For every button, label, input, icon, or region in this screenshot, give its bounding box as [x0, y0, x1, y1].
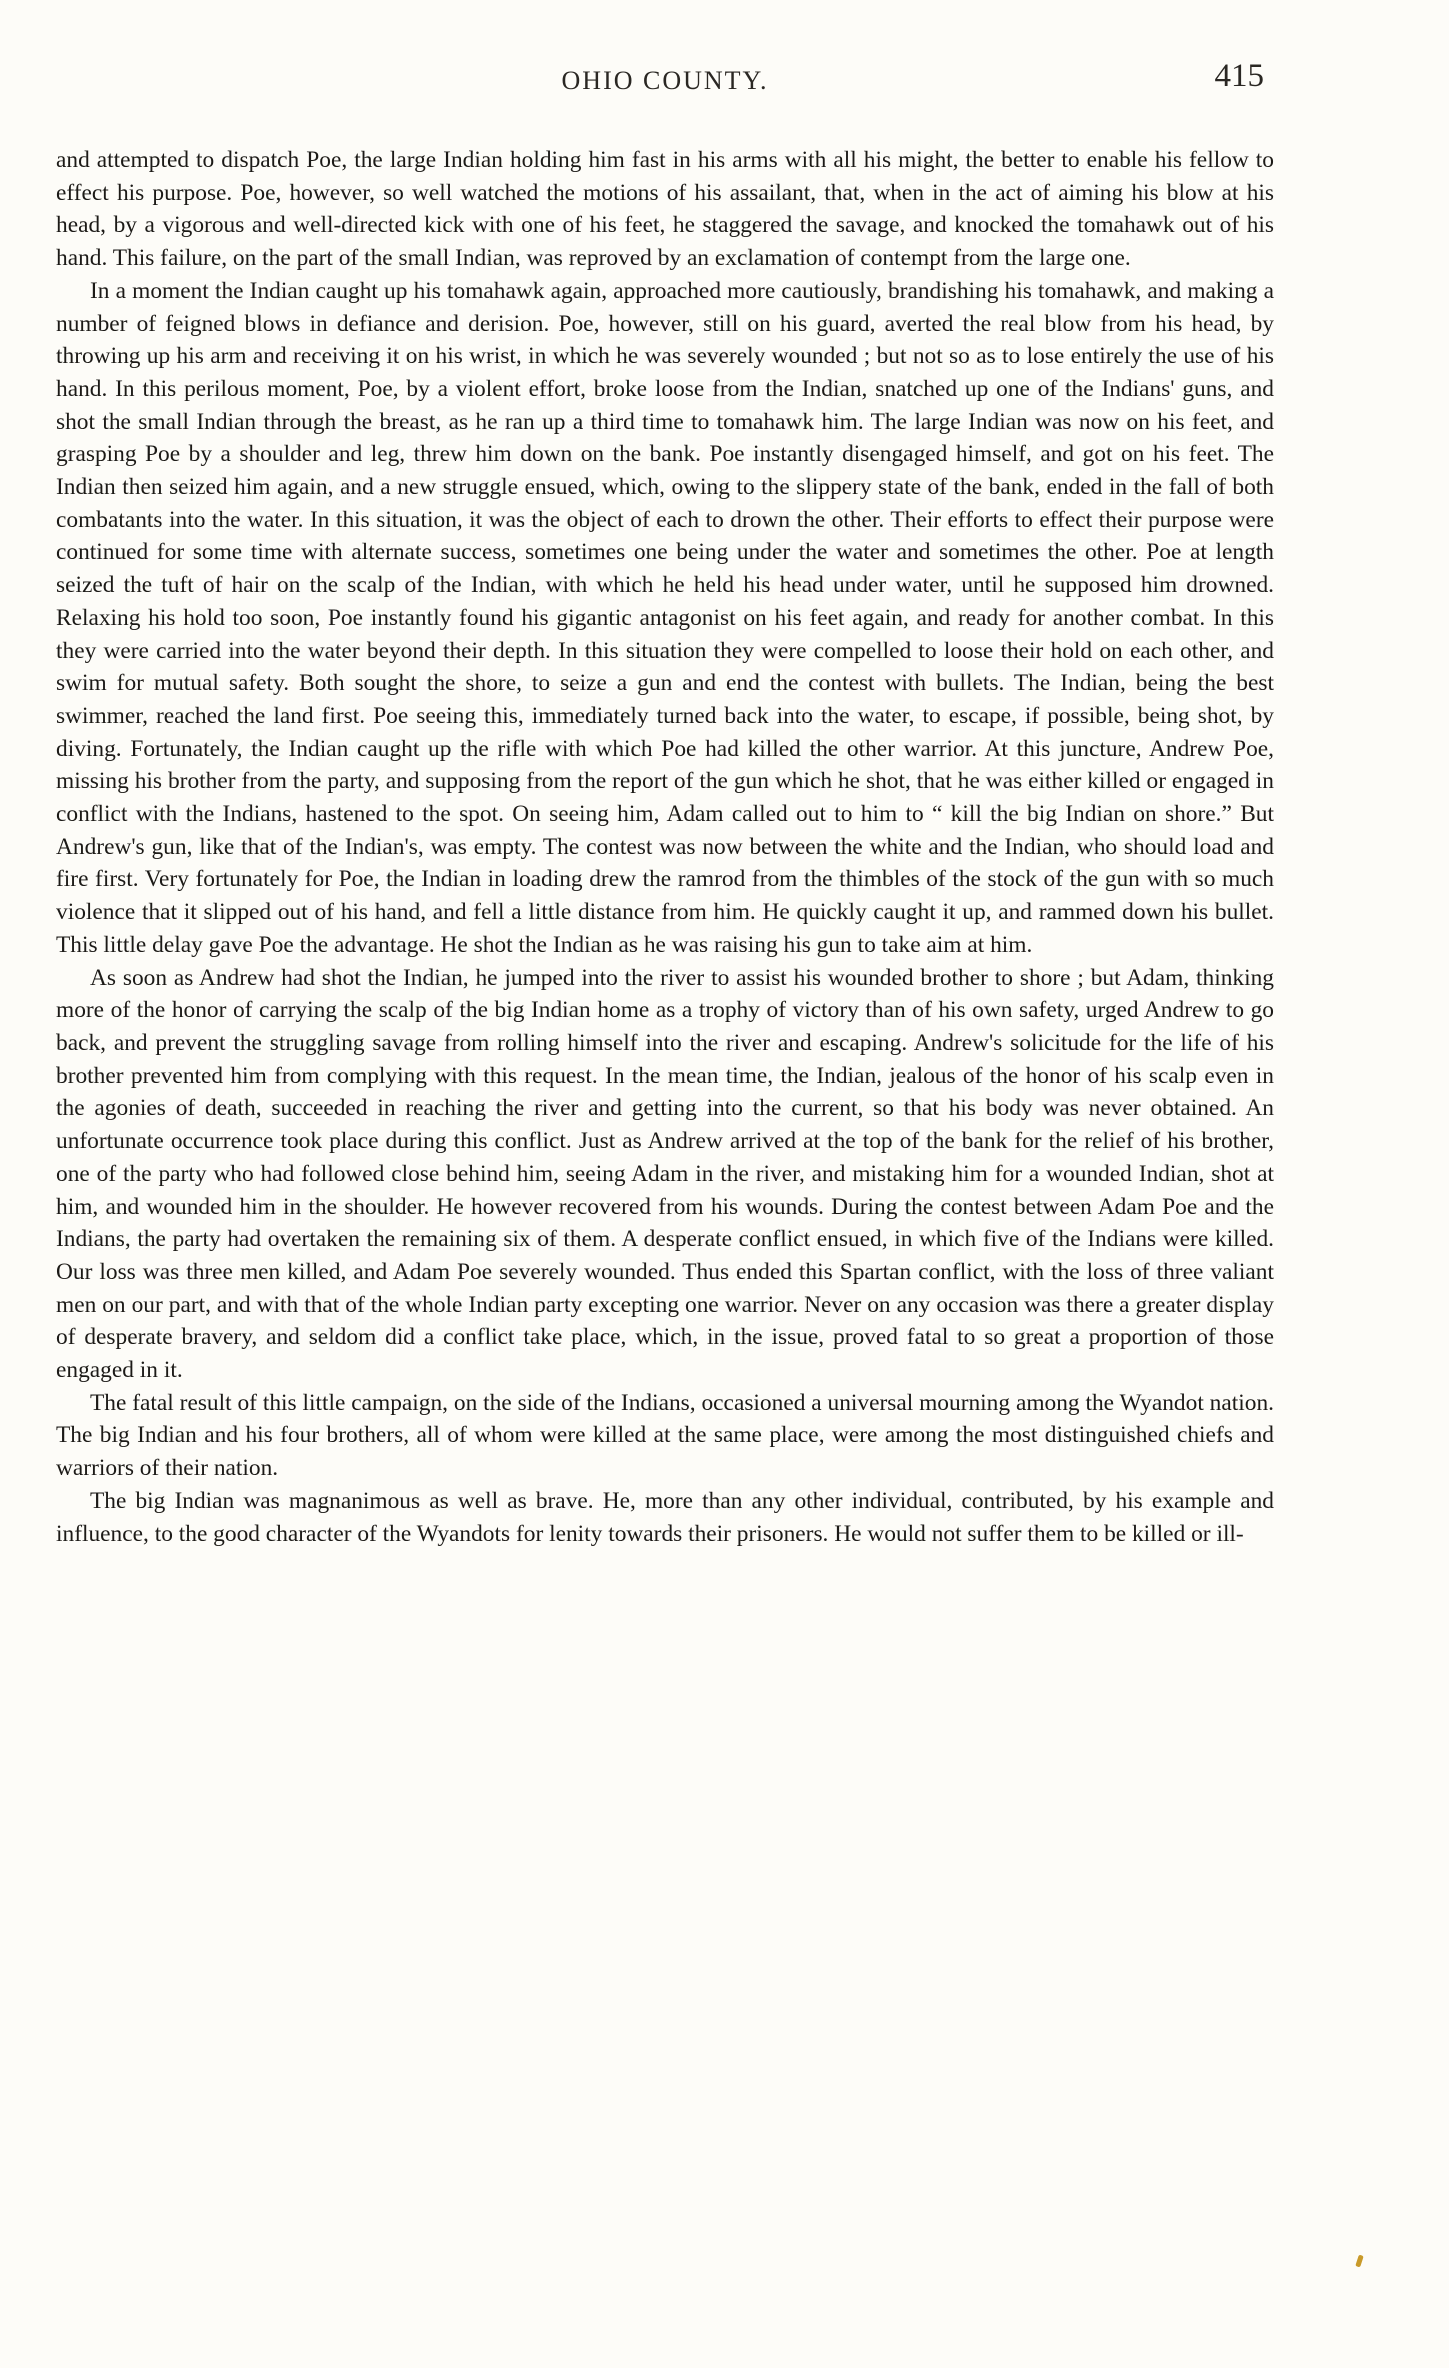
paper-stain-mark	[1355, 2255, 1363, 2268]
body-text	[56, 144, 1274, 1550]
paragraph-5: The big Indian was magnanimous as well as brave. He, more than any other individual, contributed, by his example and influence, to the good character of the Wyandots for lenity towards their prisoners. He would not suffer them to be killed or ill-	[56, 1487, 1274, 1547]
book-page	[56, 58, 1274, 1550]
paragraph-1: and attempted to dispatch Poe, the large Indian holding him fast in his arms with all his might, the better to enable his fellow to effect his purpose. Poe, however, so well watched the motions of his assailant, that, when in the act of aiming his blow at his head, by a vigorous and well-directed kick with one of his feet, he staggered the savage, and knocked the tomahawk out of his hand. This failure, on the part of the small Indian, was reproved by an exclamation of contempt from the large one.	[56, 147, 1274, 272]
running-title: OHIO COUNTY.	[561, 66, 769, 95]
paragraph-2: In a moment the Indian caught up his tomahawk again, approached more cautiously, brandishing his tomahawk, and making a number of feigned blows in defiance and derision. Poe, however, still on his guard, averted the real blow from his head, by throwing up his arm and receiving it on his wrist, in which he was severely wounded ; but not so as to lose entirely the use of his hand. In this perilous moment, Poe, by a violent effort, broke loose from the Indian, snatched up one of the Indians' guns, and shot the small Indian through the breast, as he ran up a third time to tomahawk him. The large Indian was now on his feet, and grasping Poe by a shoulder and leg, threw him down on the bank. Poe instantly disengaged himself, and got on his feet. The Indian then seized him again, and a new struggle ensued, which, owing to the slippery state of the bank, ended in the fall of both combatants into the water. In this situation, it was the object of each to drown the other. Their efforts to effect their purpose were continued for some time with alternate success, sometimes one being under the water and sometimes the other. Poe at length seized the tuft of hair on the scalp of the Indian, with which he held his head under water, until he supposed him drowned. Relaxing his hold too soon, Poe instantly found his gigantic antagonist on his feet again, and ready for another combat. In this they were carried into the water beyond their depth. In this situation they were compelled to loose their hold on each other, and swim for mutual safety. Both sought the shore, to seize a gun and end the contest with bullets. The Indian, being the best swimmer, reached the land first. Poe seeing this, immediately turned back into the water, to escape, if possible, being shot, by diving. Fortunately, the Indian caught up the rifle with which Poe had killed the other warrior. At this juncture, Andrew Poe, missing his brother from the party, and supposing from the report of the gun which he shot, that he was either killed or engaged in conflict with the Indians, hastened to the spot. On seeing him, Adam called out to him to “ kill the big Indian on shore.” But Andrew's gun, like that of the Indian's, was empty. The contest was now between the white and the Indian, who should load and fire first. Very fortunately for Poe, the Indian in loading drew the ramrod from the thimbles of the stock of the gun with so much violence that it slipped out of his hand, and fell a little distance from him. He quickly caught it up, and rammed down his bullet. This little delay gave Poe the advantage. He shot the Indian as he was raising his gun to take aim at him.	[56, 277, 1274, 958]
paragraph-3: As soon as Andrew had shot the Indian, he jumped into the river to assist his wounded brother to shore ; but Adam, thinking more of the honor of carrying the scalp of the big Indian home as a trophy of victory than of his own safety, urged Andrew to go back, and prevent the struggling savage from rolling himself into the river and escaping. Andrew's solicitude for the life of his brother prevented him from complying with this request. In the mean time, the Indian, jealous of the honor of his scalp even in the agonies of death, succeeded in reaching the river and getting into the current, so that his body was never obtained. An unfortunate occurrence took place during this conflict. Just as Andrew arrived at the top of the bank for the relief of his brother, one of the party who had followed close behind him, seeing Adam in the river, and mistaking him for a wounded Indian, shot at him, and wounded him in the shoulder. He however recovered from his wounds. During the contest between Adam Poe and the Indians, the party had overtaken the remaining six of them. A desperate conflict ensued, in which five of the Indians were killed. Our loss was three men killed, and Adam Poe severely wounded. Thus ended this Spartan conflict, with the loss of three valiant men on our part, and with that of the whole Indian party excepting one warrior. Never on any occasion was there a greater display of desperate bravery, and seldom did a conflict take place, which, in the issue, proved fatal to so great a proportion of those engaged in it.	[56, 964, 1274, 1384]
running-head	[56, 58, 1274, 106]
paragraph-4: The fatal result of this little campaign, on the side of the Indians, occasioned a universal mourning among the Wyandot nation. The big Indian and his four brothers, all of whom were killed at the same place, were among the most distinguished chiefs and warriors of their nation.	[56, 1389, 1274, 1482]
page-number: 415	[1214, 58, 1264, 94]
